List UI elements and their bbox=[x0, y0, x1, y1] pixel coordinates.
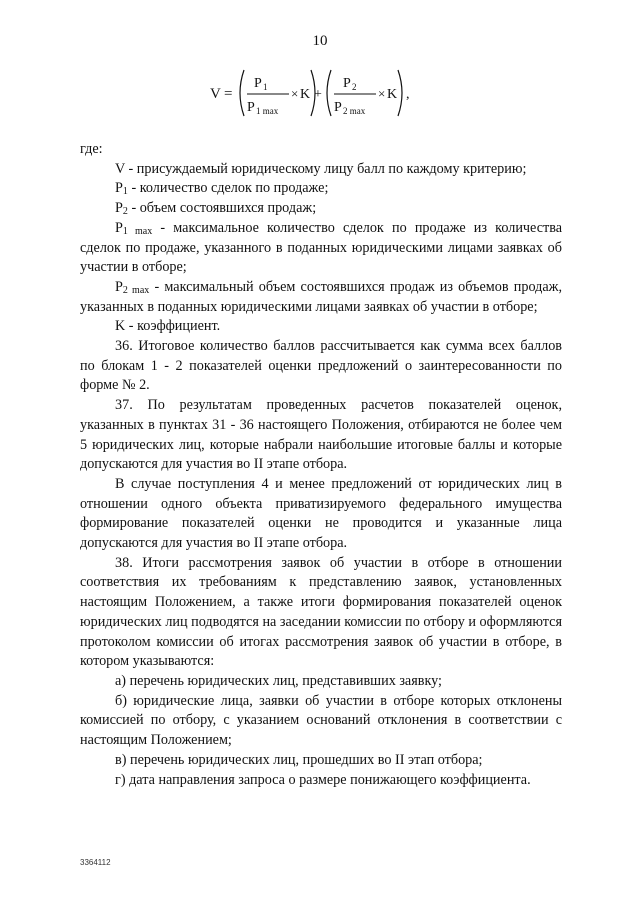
list-item-a: а) перечень юридических лиц, представивших заявку; bbox=[115, 672, 442, 689]
p2-text: - объем состоявшихся продаж; bbox=[127, 200, 317, 217]
right-paren-2 bbox=[398, 70, 402, 116]
formula-plus: + bbox=[314, 87, 322, 102]
p1max-text: - максимальное количество сделок по продаже из количества сделок по продаже, указанного в поданных юридическими лицами заявках об участии в отборе; bbox=[80, 219, 563, 276]
formula-k-2: K bbox=[387, 87, 398, 102]
formula-lhs: V bbox=[210, 86, 221, 102]
page-number: 10 bbox=[312, 33, 328, 49]
formula-t1-num: P bbox=[254, 76, 262, 91]
p2max-subscript: 2 max bbox=[122, 284, 150, 296]
formula-t1-num-sub: 1 bbox=[263, 82, 268, 92]
list-item-b: б) юридические лица, заявки об участии в отборе которых отклонены комиссией по отбору, с указанием оснований отклонения в соответствии с настоящим Положением; bbox=[80, 692, 562, 749]
definition-p2max bbox=[80, 278, 562, 317]
formula-times-1: × bbox=[291, 86, 299, 101]
paragraph-38: 38. Итоги рассмотрения заявок об участии в отборе в отношении соответствия их требованиям к представлению заявок, установленных настоящим Положением, а также итоги формирования показателей оценок юридических лиц подводятся на заседании комиссии по отбору и оформляются протоколом комиссии об итогах рассмотрения заявок об участии в отборе, в котором указываются: bbox=[80, 554, 562, 670]
footer-document-code: 3364112 bbox=[80, 858, 111, 867]
formula-t2-num-sub: 2 bbox=[352, 82, 357, 92]
formula-t2-den-sub: 2 max bbox=[343, 106, 366, 116]
formula-equals: = bbox=[224, 86, 233, 102]
scoring-formula bbox=[0, 66, 640, 120]
formula-k-1: K bbox=[300, 87, 311, 102]
p1-symbol: P bbox=[115, 180, 123, 197]
formula-t2-den: P bbox=[334, 100, 342, 115]
definition-k: K - коэффициент. bbox=[115, 318, 221, 335]
p2max-symbol: P bbox=[115, 278, 123, 295]
p2max-text: - максимальный объем состоявшихся продаж из объемов продаж, указанных в поданных юридическими лицами заявках об участии в отборе; bbox=[80, 278, 562, 315]
definition-v: V - присуждаемый юридическому лицу балл по каждому критерию; bbox=[115, 160, 527, 177]
formula-t1-den: P bbox=[247, 100, 255, 115]
where-label: где: bbox=[80, 141, 103, 157]
formula-t2-num: P bbox=[343, 76, 351, 91]
p1-subscript: 1 bbox=[122, 186, 128, 198]
list-item-g: г) дата направления запроса о размере понижающего коэффициента. bbox=[115, 771, 531, 788]
definition-p1max bbox=[80, 219, 562, 278]
p1max-subscript: 1 max bbox=[122, 225, 153, 237]
paragraph-37-continued: В случае поступления 4 и менее предложений от юридических лиц в отношении одного объекта приватизируемого федерального имущества формирование показателей оценки не проводится и указанные лица допускаются для участия во II этапе отбора. bbox=[80, 475, 562, 552]
formula-comma: , bbox=[406, 87, 410, 102]
p1-text: - количество сделок по продаже; bbox=[127, 180, 329, 197]
left-paren-2 bbox=[327, 70, 331, 116]
p2-subscript: 2 bbox=[122, 206, 128, 218]
paragraph-37: 37. По результатам проведенных расчетов показателей оценок, указанных в пунктах 31 - 36 настоящего Положения, отбираются не более чем 5 юридических лиц, которые набрали наибольшие итоговые баллы и которые допускаются для участия во II этапе отбора. bbox=[80, 397, 562, 473]
p1max-symbol: P bbox=[115, 219, 123, 236]
formula-times-2: × bbox=[378, 86, 386, 101]
paragraph-36: 36. Итоговое количество баллов рассчитывается как сумма всех баллов по блокам 1 - 2 показателей оценки предложений о заинтересованности по форме № 2. bbox=[80, 338, 562, 394]
definition-p2 bbox=[80, 199, 562, 219]
definition-p1 bbox=[80, 179, 562, 199]
list-item-v: в) перечень юридических лиц, прошедших во II этап отбора; bbox=[115, 751, 483, 768]
document-body bbox=[80, 140, 562, 790]
formula-t1-den-sub: 1 max bbox=[256, 106, 279, 116]
p2-symbol: P bbox=[115, 200, 123, 217]
left-paren-1 bbox=[240, 70, 244, 116]
